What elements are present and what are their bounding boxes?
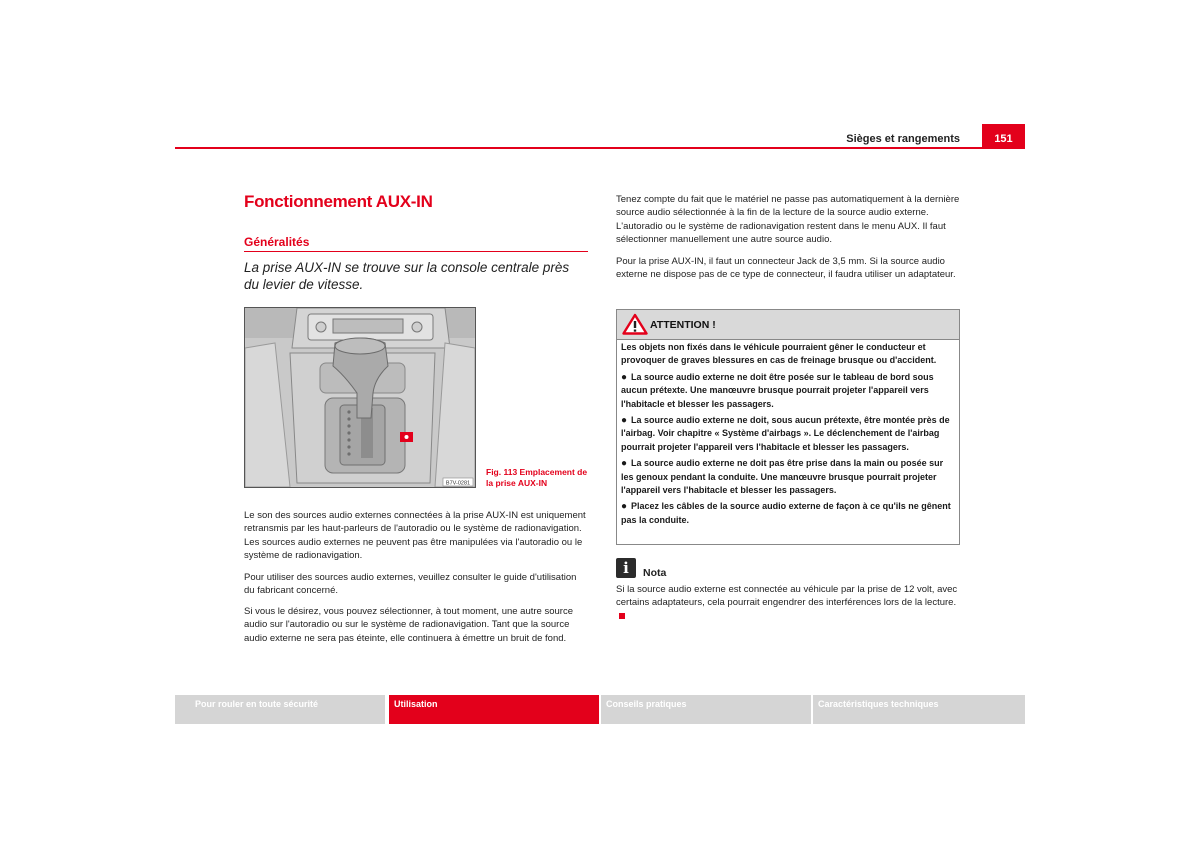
figure-code: B7V-0281 xyxy=(445,480,471,487)
note-title: Nota xyxy=(643,567,667,579)
warning-title: ATTENTION ! xyxy=(650,319,716,331)
section-title: Fonctionnement AUX-IN xyxy=(244,192,433,211)
body-paragraph: Si vous le désirez, vous pouvez sélectionner, à tout moment, une autre source audio sur l'autoradio ou sur le système de radionavigation. Tant que la source audio externe ne sera pas éteinte, elle continuera à émettre un bruit de fond. xyxy=(244,606,573,644)
warning-header xyxy=(617,310,959,340)
bullet-icon: ● xyxy=(621,371,628,383)
footer-tab-conseils[interactable]: Conseils pratiques xyxy=(601,695,811,724)
warning-bullet: ● Placez les câbles de la source audio externe de façon à ce qu'ils ne gênent pas la conduite. xyxy=(621,501,951,525)
warning-bullet: ● La source audio externe ne doit pas être prise dans la main ou posée sur les genoux pendant la conduite. Une manœuvre brusque pourrait projeter l'appareil vers l'habitacle et blesser les passagers. xyxy=(621,458,944,496)
console-illustration xyxy=(245,308,475,487)
lead-text: La prise AUX-IN se trouve sur la console centrale près du levier de vitesse. xyxy=(244,260,570,292)
figure-caption: Fig. 113 Emplacement de la prise AUX-IN xyxy=(486,467,588,488)
body-paragraph: Pour utiliser des sources audio externes, veuillez consulter le guide d'utilisation du fabricant concerné. xyxy=(244,572,577,597)
warning-box xyxy=(616,309,960,545)
warning-bullet: ● La source audio externe ne doit, sous aucun prétexte, être montée près de l'airbag. Voir chapitre « Système d'airbags ». Le déclenchement de l'airbag pourrait projeter l'appareil vers l'habitacle et blesser les passagers. xyxy=(621,415,950,452)
body-paragraph: Le son des sources audio externes connectées à la prise AUX-IN est uniquement retransmis par les haut-parleurs de l'autoradio ou le système de radionavigation. Les sources audio externes ne peuvent pas être manipulées via l'autoradio ou le système de radionavigation. xyxy=(244,510,586,562)
info-icon: i xyxy=(616,558,636,578)
body-paragraph: Pour la prise AUX-IN, il faut un connecteur Jack de 3,5 mm. Si la source audio externe ne dispose pas de ce type de connecteur, il faudra utiliser un adaptateur. xyxy=(616,256,956,281)
subsection-title: Généralités xyxy=(244,235,310,249)
bullet-icon: ● xyxy=(621,501,628,513)
warning-triangle-icon xyxy=(622,313,648,335)
warning-bullet: ● La source audio externe ne doit être posée sur le tableau de bord sous aucun prétexte. Une manœuvre brusque pourrait projeter l'appareil vers l'habitacle et blesser les passagers. xyxy=(621,371,934,409)
header-rule xyxy=(175,147,1025,149)
footer-tab-utilisation[interactable]: Utilisation xyxy=(389,695,599,724)
end-of-section-icon xyxy=(619,613,625,619)
warning-intro: Les objets non fixés dans le véhicule pourraient gêner le conducteur et provoquer de graves blessures en cas de freinage brusque ou d'accident. xyxy=(621,342,937,366)
body-paragraph: Tenez compte du fait que le matériel ne passe pas automatiquement à la dernière source audio sélectionnée à la fin de la lecture de la source audio externe. L'autoradio ou le système de radionavigation restent dans le menu AUX. Il faut sélectionner manuellement une autre source audio. xyxy=(616,194,960,246)
note-text: Si la source audio externe est connectée au véhicule par la prise de 12 volt, avec certains adaptateurs, cela pourrait engendrer des interférences lors de la lecture. xyxy=(616,583,961,623)
running-header: Sièges et rangements xyxy=(846,133,960,145)
footer-tab-securite[interactable]: Pour rouler en toute sécurité xyxy=(175,695,385,724)
figure-aux-in-console xyxy=(244,307,476,488)
bullet-icon: ● xyxy=(621,458,628,470)
subsection-rule xyxy=(244,251,588,252)
page-number: 151 xyxy=(982,124,1025,149)
warning-body xyxy=(621,341,957,530)
footer-tab-caracteristiques[interactable]: Caractéristiques techniques xyxy=(813,695,1025,724)
bullet-icon: ● xyxy=(621,415,628,427)
